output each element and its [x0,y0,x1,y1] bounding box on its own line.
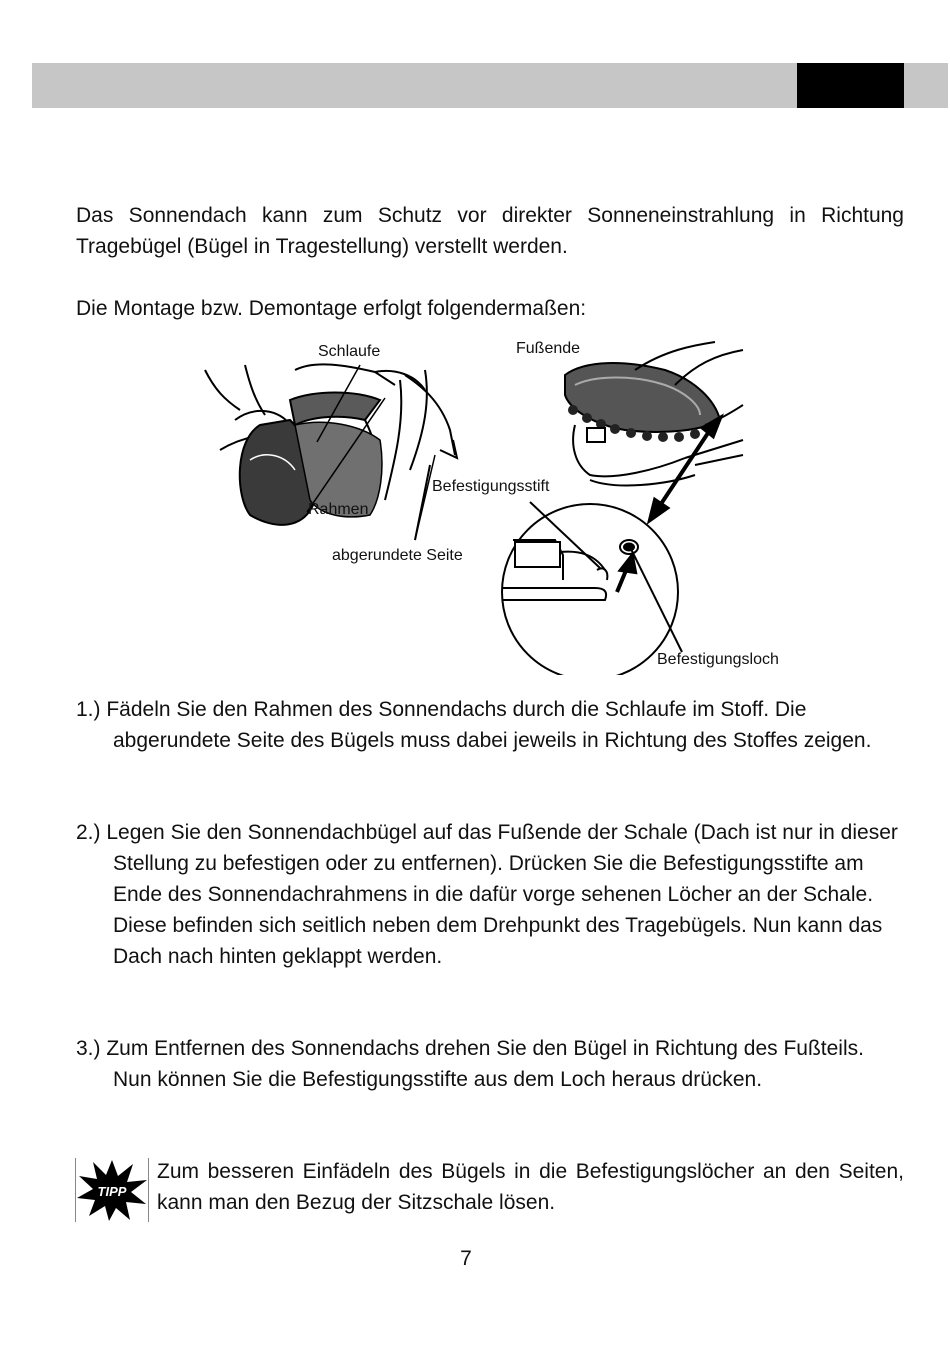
page-number: 7 [460,1247,472,1270]
tip-text: Zum besseren Einfädeln des Bügels in die Befestigungslöcher an den Seiten, kann man den Bezug der Sitzschale lösen. [157,1160,904,1214]
instruction-step-1: 1.) Fädeln Sie den Rahmen des Sonnendachs durch die Schlaufe im Stoff. Die abgerundete Seite des Bügels muss dabei jeweils in Richtung des Stoffes zeigen. [76,698,872,752]
label-fussende: Fußende [516,340,581,357]
assembly-illustration [195,330,805,675]
header-tab-block [797,63,904,108]
tip-burst-icon [75,1158,149,1222]
intro-mounting-line: Die Montage bzw. Demontage erfolgt folgendermaßen: [76,297,587,320]
label-rahmen: Rahmen [308,501,369,518]
instruction-step-3: 3.) Zum Entfernen des Sonnendachs drehen Sie den Bügel in Richtung des Fußteils. Nun können Sie die Befestigungsstifte aus dem Loch heraus drücken. [76,1037,864,1091]
assembly-drawing [195,330,805,675]
intro-paragraph: Das Sonnendach kann zum Schutz vor direkter Sonneneinstrahlung in Richtung Tragebügel (Bügel in Tragestellung) verstellt werden. [76,204,904,258]
label-befestigungsstift: Befestigungsstift [432,478,550,495]
label-befestigungsloch: Befestigungsloch [657,651,779,668]
instruction-step-2: 2.) Legen Sie den Sonnendachbügel auf das Fußende der Schale (Dach ist nur in dieser Stellung zu befestigen oder zu entfernen). Drücken Sie die Befestigungsstifte am Ende des Sonnendachrahmens in die dafür vorge sehenen Löcher an der Schale. Diese befinden sich seitlich neben dem Drehpunkt des Tragebügels. Nun kann das Dach nach hinten geklappt werden. [76,821,898,968]
label-schlaufe: Schlaufe [318,343,381,360]
tip-badge-text: TIPP [97,1184,127,1199]
label-abgerundete-seite: abgerundete Seite [332,547,463,564]
